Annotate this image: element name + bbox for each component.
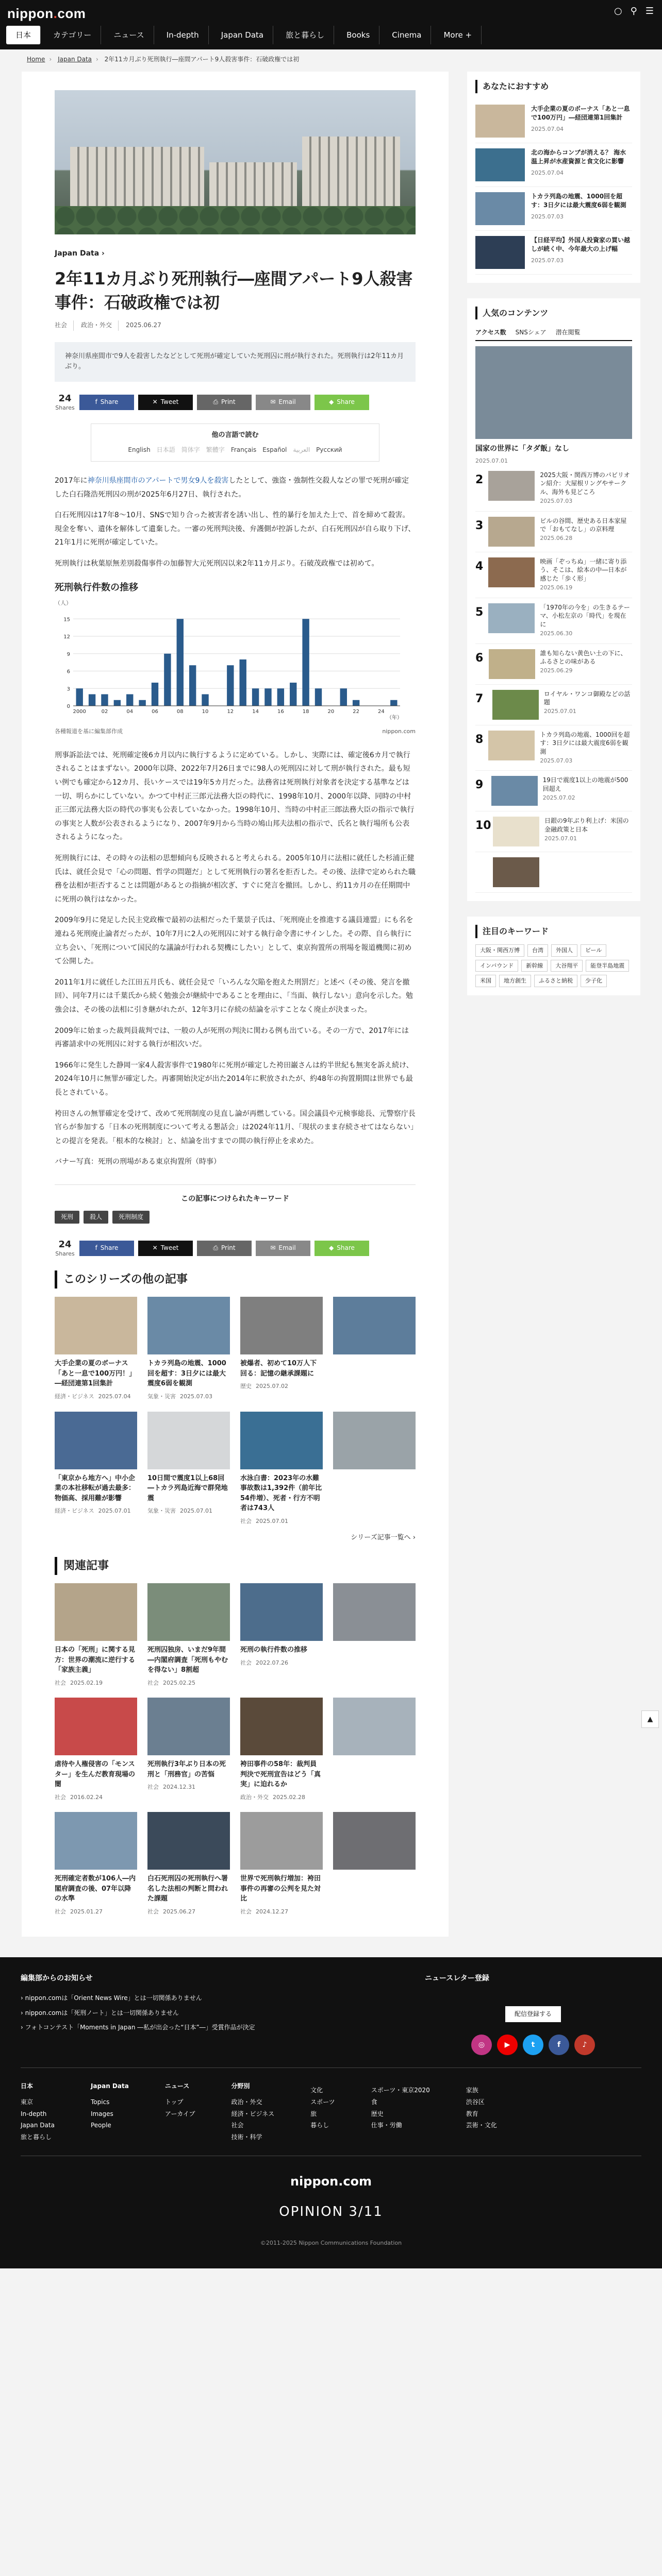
line-share-button[interactable]: ◆ Share <box>315 1241 369 1256</box>
related-card[interactable]: 袴田事件の58年：裁判員判決で死刑宣告はどう「真実」に迫れるか 政治・外交 2025.02.28 <box>240 1698 323 1802</box>
email-button[interactable]: ✉ Email <box>256 395 310 410</box>
globe-icon[interactable]: ○ <box>614 6 622 16</box>
paragraph: 白石死刑囚は17年8～10月、SNSで知り合った被害者を誘い出し、性的暴行を加えた上で、首を締めて殺害。現金を奪い、遺体を解体して遺棄した。一審の死刑判決後、弁護側が控訴したが、白石死刑囚が自ら取り下げ、21年1月に死刑が確定していた。 <box>55 511 416 547</box>
x-tick-label: 06 <box>152 708 158 715</box>
item-thumbnail <box>475 236 525 269</box>
crumb-japan-data[interactable]: Japan Data <box>58 56 92 63</box>
share-bar <box>55 393 416 411</box>
article-body <box>55 474 416 1169</box>
x-tick-label: 10 <box>202 708 209 715</box>
footer-col <box>310 2080 335 2143</box>
footer-link[interactable]: In-depth <box>21 2110 47 2117</box>
bar-chart <box>55 608 416 721</box>
card-thumbnail <box>55 1297 137 1354</box>
bar <box>202 694 208 706</box>
bar <box>252 688 259 706</box>
series-card[interactable]: 「東京から地方へ」中小企業の本社移転が過去最多：物価高、採用難が影響 経済・ビジネス 2025.07.01 <box>55 1412 137 1526</box>
notice-title: 編集部からのお知らせ <box>21 1974 93 1983</box>
footer-link[interactable]: スポーツ・東京2020 <box>371 2086 430 2094</box>
chart-title: 死刑執行件数の推移 <box>55 582 138 594</box>
related-card[interactable]: 死刑執行3年ぶり日本の死刑と「刑務官」の苦悩 社会 2024.12.31 <box>147 1698 230 1802</box>
recommend-item[interactable]: 大手企業の夏のボーナス「あと一息で100万円」―経団連第1回集計 2025.07.04 <box>475 99 632 143</box>
publish-date: 2025.06.27 <box>126 321 161 329</box>
opinion-banner[interactable]: OPINION 3/11 <box>279 2204 383 2220</box>
y-tick-label: 3 <box>67 686 70 692</box>
card-thumbnail <box>333 1812 416 1870</box>
bar <box>101 694 108 706</box>
paragraph: 2009年9月に発足した民主党政権で最初の法相だった千葉景子氏は、「死刑廃止を推進する議員連盟」にも名を連ねる死刑廃止論者だったが、10年7月に2人の死刑囚に対する執行命令書にサインした。その際、自ら執行に立ち会い、「死刑について国民的な議論が行われる契機にしたい」として、東京拘置所の刑場を報道機関に初めて公開した。 <box>55 916 413 966</box>
share-count: 24 Shares <box>55 1239 75 1258</box>
language-switcher <box>91 423 379 462</box>
card-thumbnail <box>240 1698 323 1755</box>
main-nav <box>0 25 662 45</box>
facebook-icon: f <box>95 1244 97 1252</box>
card-thumbnail <box>55 1698 137 1755</box>
item-thumbnail <box>489 649 535 679</box>
x-icon: ✕ <box>152 1244 158 1252</box>
recommend-item[interactable]: 【日経平均】外国人投資家の買い越しが続く中、今年最大の上げ幅 2025.07.03 <box>475 231 632 275</box>
x-tick-label: 2000 <box>73 708 86 715</box>
y-tick-label: 0 <box>67 703 70 709</box>
x-tick-label: 18 <box>302 708 309 715</box>
footer-col <box>371 2080 430 2143</box>
nav-cinema[interactable]: Cinema <box>383 26 431 44</box>
newsletter-title: ニュースレター登録 <box>425 1974 489 1983</box>
site-footer <box>0 1957 662 2268</box>
bar <box>152 683 158 706</box>
popular-rank-item[interactable] <box>475 852 632 893</box>
tab-sns[interactable]: SNSシェア <box>515 329 547 336</box>
bar <box>302 619 309 706</box>
item-thumbnail <box>492 690 539 720</box>
item-thumbnail <box>488 517 535 547</box>
x-tick-label: 08 <box>176 708 184 715</box>
keyword-tag[interactable]: 外国人 <box>551 944 577 957</box>
hero-image <box>55 90 416 234</box>
copyright: ©2011-2025 Nippon Communications Foundation <box>260 2239 402 2246</box>
card-thumbnail <box>240 1583 323 1641</box>
email-button[interactable]: ✉ Email <box>256 1241 310 1256</box>
x-tick-label: 02 <box>101 708 108 715</box>
bar <box>76 688 82 706</box>
x-icon: ✕ <box>152 398 158 405</box>
series-section-title: このシリーズの他の記事 <box>55 1270 416 1289</box>
chart-y-unit: （人） <box>55 600 72 607</box>
card-thumbnail <box>55 1412 137 1469</box>
music-icon[interactable]: ♪ <box>574 2035 595 2055</box>
footer-link[interactable]: 食 <box>371 2098 377 2106</box>
popular-rank-item[interactable]: 9 19日で震度1以上の地震が500回超え 2025.07.02 <box>475 771 632 811</box>
item-thumbnail <box>491 776 538 806</box>
y-tick-label: 15 <box>63 617 70 623</box>
print-button[interactable]: ⎙ Print <box>197 395 252 410</box>
keywords-title: この記事につけられたキーワード <box>181 1194 289 1203</box>
popular-rank-item[interactable]: 7 ロイヤル・ワンコ御殿などの話題 2025.07.01 <box>475 685 632 725</box>
language-title: 他の言語で読む <box>211 431 259 439</box>
footer-link[interactable]: 旅と暮らし <box>21 2133 52 2141</box>
bar <box>277 688 284 706</box>
x-tick-label: 16 <box>277 708 284 715</box>
bar <box>139 700 145 706</box>
footer-link[interactable]: アーカイブ <box>164 2110 195 2117</box>
footer-col: 分野別 政治・外交 経済・ビジネス 社会 技術・科学 <box>231 2080 275 2143</box>
menu-icon[interactable]: ☰ <box>645 6 654 16</box>
bar <box>164 654 171 706</box>
popular-title: 人気のコンテンツ <box>475 307 632 320</box>
footer-link[interactable]: トップ <box>164 2098 184 2106</box>
footer-link[interactable]: 東京 <box>21 2098 34 2106</box>
instagram-icon[interactable]: ◎ <box>471 2035 492 2055</box>
keyword-tag[interactable]: 大阪・関西万博 <box>475 944 524 957</box>
card-thumbnail <box>55 1583 137 1641</box>
related-grid <box>55 1583 416 1916</box>
recommend-item[interactable]: トカラ列島の地震、1000回を超す：3日夕には最大震度6弱を観測 2025.07.03 <box>475 187 632 231</box>
recommend-box <box>467 72 640 283</box>
item-thumbnail <box>493 817 539 846</box>
article-title: 2年11カ月ぶり死刑執行―座間アパート9人殺害事件：石破政権では初 <box>55 268 413 312</box>
footer-link[interactable]: Topics <box>90 2098 110 2106</box>
popular-rank-item[interactable]: 2 2025大阪・関西万博のパビリオン紹介：大屋根リングやサークル、海外も見どころ 2025.07.03 <box>475 466 632 512</box>
bar <box>89 694 95 706</box>
keyword-tag[interactable]: 殺人 <box>84 1211 108 1224</box>
sidebar <box>467 72 640 1011</box>
series-card[interactable] <box>333 1412 416 1526</box>
popular-rank-item[interactable]: 8 トカラ列島の地震、1000回を超す：3日夕には最大震度6弱を観測 2025.07.03 <box>475 725 632 771</box>
bar <box>227 665 234 706</box>
x-tweet-button[interactable]: ✕ Tweet <box>138 1241 193 1256</box>
keywords-side-title: 注目のキーワード <box>475 925 632 938</box>
category-tag[interactable]: 社会 <box>55 320 74 330</box>
notice-item[interactable]: › nippon.comは「死刑ノート」とは一切関係ありません <box>21 2009 179 2016</box>
card-thumbnail <box>55 1812 137 1870</box>
series-card[interactable]: トカラ列島の地震、1000回を超す：3日夕には最大震度6弱を観測 気象・災害 2025.07.03 <box>147 1297 230 1401</box>
bar <box>390 700 397 706</box>
keyword-tag[interactable]: 少子化 <box>581 975 607 987</box>
bar <box>315 688 322 706</box>
card-thumbnail <box>240 1297 323 1354</box>
article-main <box>22 72 449 1937</box>
footer-link[interactable]: 文化 <box>310 2086 323 2094</box>
photo-credit: バナー写真：死刑の刑場がある東京拘置所（時事） <box>55 1158 221 1166</box>
site-logo[interactable]: nippon.com <box>7 6 86 21</box>
related-card[interactable] <box>333 1812 416 1916</box>
site-header <box>0 0 662 49</box>
related-card[interactable]: 日本の「死刑」に関する見方：世界の潮流に逆行する「家族主義」 社会 2025.02.19 <box>55 1583 137 1687</box>
footer-link[interactable]: 家族 <box>466 2086 478 2094</box>
social-links <box>425 2035 641 2055</box>
share-count: 24 Shares <box>55 393 75 411</box>
x-tick-label: 20 <box>327 708 335 715</box>
lang-japanese[interactable]: 日本語 <box>156 446 175 453</box>
keyword-tag[interactable]: インバウンド <box>475 960 518 972</box>
item-thumbnail <box>488 731 535 760</box>
footer-link[interactable]: Images <box>90 2110 113 2117</box>
facebook-share-button[interactable]: f Share <box>79 395 134 410</box>
card-thumbnail <box>333 1412 416 1469</box>
recommend-title: あなたにおすすめ <box>475 80 632 93</box>
bar <box>264 688 271 706</box>
lang-french[interactable]: Français <box>230 446 257 453</box>
footer-col: Japan Data Topics Images People <box>91 2080 129 2143</box>
category-tag[interactable]: 政治・外交 <box>81 320 119 330</box>
card-thumbnail <box>240 1412 323 1469</box>
popular-top-item[interactable]: 国家の世界に「タダ飯」なし 2025.07.01 <box>475 346 632 466</box>
footer-link[interactable]: Japan Data <box>21 2122 55 2129</box>
search-icon[interactable]: ⚲ <box>630 6 637 16</box>
popular-rank-item[interactable]: 10 日銀の9年ぶり利上げ：米国の金融政策と日本 2025.07.01 <box>475 811 632 852</box>
related-section-title: 関連記事 <box>55 1557 416 1575</box>
tab-potential[interactable]: 潜在閲覧 <box>555 329 581 336</box>
breadcrumb: Home › Japan Data › 2年11カ月ぶり死刑執行―座間アパート9人殺害事件：石破政権では初 <box>27 56 300 63</box>
bar <box>353 700 359 706</box>
recommend-item[interactable]: 北の海からコンブが消える？ 海水温上昇が水産資源と食文化に影響 2025.07.04 <box>475 143 632 187</box>
x-axis-unit: （年） <box>387 715 402 721</box>
line-share-button[interactable]: ◆ Share <box>315 395 369 410</box>
card-thumbnail <box>147 1583 230 1641</box>
bar <box>340 688 347 706</box>
article-meta <box>55 320 416 330</box>
related-card[interactable]: 死刑確定者数が106人―内閣府調査の後、07年以降の水準 社会 2025.01.27 <box>55 1812 137 1916</box>
twitter-icon[interactable]: t <box>523 2035 543 2055</box>
footer-link[interactable]: 歴史 <box>371 2110 384 2117</box>
bar <box>239 659 246 706</box>
crumb-home[interactable]: Home <box>27 56 45 63</box>
footer-link[interactable]: People <box>90 2122 111 2129</box>
paragraph: 2017年に神奈川県座間市のアパートで男女9人を殺害したとして、強盗・強制性交殺人などの罪で死刑が確定した白石隆浩死刑囚の刑が2025年6月27日、執行された。 <box>55 476 409 499</box>
item-thumbnail <box>488 603 535 633</box>
newsletter-button[interactable]: 配信登録する <box>505 2006 561 2022</box>
keyword-tag[interactable]: ふるさと納税 <box>534 975 577 987</box>
keyword-tag[interactable]: 大谷翔平 <box>551 960 583 972</box>
crumb-current: 2年11カ月ぶり死刑執行―座間アパート9人殺害事件：石破政権では初 <box>104 56 300 63</box>
keywords-section <box>55 1184 416 1224</box>
footer-link[interactable]: 旅 <box>310 2110 317 2117</box>
print-icon: ⎙ <box>213 398 218 405</box>
header-icons <box>614 4 654 19</box>
card-thumbnail <box>147 1412 230 1469</box>
nav-in-depth[interactable]: In-depth <box>157 26 209 44</box>
notice-item[interactable]: › nippon.comは「Orient News Wire」とは一切関係ありません <box>21 1994 202 2002</box>
series-card[interactable]: 水泳白書：2023年の水難事故数は1,392件（前年比54件増）、死者・行方不明者は743人 社会 2025.07.01 <box>240 1412 323 1526</box>
series-card[interactable]: 10日間で震度1以上68回―トカラ列島近海で群発地震 気象・災害 2025.07.01 <box>147 1412 230 1526</box>
y-tick-label: 6 <box>67 669 70 675</box>
bar <box>114 700 121 706</box>
x-tick-label: 22 <box>353 708 360 715</box>
related-card[interactable]: 世界で死刑執行増加：袴田事件の再審の公判を見た対比 社会 2024.12.27 <box>240 1812 323 1916</box>
keyword-tag[interactable]: 能登半島地震 <box>586 960 629 972</box>
keyword-tag[interactable]: 死刑 <box>55 1211 79 1224</box>
paragraph: 死刑執行は秋葉原無差別殺傷事件の加藤智大元死刑囚以来2年11カ月ぶり。石破茂政権では初めて。 <box>55 559 379 568</box>
facebook-icon[interactable]: f <box>549 2035 569 2055</box>
nav-more[interactable]: More + <box>434 26 482 44</box>
item-thumbnail <box>488 557 535 587</box>
popular-rank-item[interactable]: 5 「1970年の今を」の生きるテーマ、小松左京の「時代」を現在に 2025.06.30 <box>475 598 632 644</box>
item-thumbnail <box>488 471 535 501</box>
facebook-share-button[interactable]: f Share <box>79 1241 134 1256</box>
item-thumbnail <box>475 105 525 138</box>
footer-link[interactable]: 暮らし <box>310 2122 329 2129</box>
keywords-box <box>467 917 640 995</box>
keyword-tag[interactable]: ビール <box>581 944 606 957</box>
footer-columns <box>21 2068 641 2156</box>
keyword-tag[interactable]: 新幹線 <box>521 960 548 972</box>
footer-logo[interactable]: nippon.com <box>290 2174 372 2189</box>
paragraph: 死刑執行には、その時々の法相の思想傾向も反映されると考えられる。2005年10月に法相に就任した杉浦正健氏は、就任会見で「心の問題、哲学の問題だ」として死刑執行の署名を拒否した。その後、法律で定められた職務を法相が拒否することは問題があるとの指摘が相次ぎ、すぐに発言を撤回。しかし、約11カ月の在任期間中に死刑の執行はなかった。 <box>55 854 416 904</box>
lang-chinese-simplified[interactable]: 简体字 <box>181 446 200 453</box>
bar <box>177 619 184 706</box>
related-card[interactable]: 虐待や人権侵害の「モンスター」を生んだ教育現場の闇 社会 2016.02.24 <box>55 1698 137 1802</box>
paragraph: 袴田さんの無罪確定を受けて、改めて死刑制度の見直し論が再燃している。国会議員や元検事総長、元警察庁長官らが参加する「日本の死刑制度について考える懇話会」は2024年11月、「現状のまま存続させてはならない」との提言を発表。「根本的な検討」と、結論を出すまでの間の執行停止を求めた。 <box>55 1109 416 1145</box>
footer-link[interactable]: 芸術・文化 <box>466 2122 497 2129</box>
lang-chinese-traditional[interactable]: 繁體字 <box>206 446 225 453</box>
nav-japan-data[interactable]: Japan Data <box>212 26 273 44</box>
keyword-tag[interactable]: 台湾 <box>527 944 548 957</box>
arrow-up-icon: ▲ <box>647 1715 653 1723</box>
print-icon: ⎙ <box>213 1244 218 1252</box>
x-tick-label: 14 <box>252 708 259 715</box>
y-tick-label: 12 <box>63 634 70 640</box>
footer-link[interactable]: スポーツ <box>310 2098 335 2106</box>
series-card[interactable]: 大手企業の夏のボーナス「あと一息で100万円！」―経団連第1回集計 経済・ビジネス 2025.07.04 <box>55 1297 137 1401</box>
popular-rank-item[interactable]: 4 映画「ぞっちぬ」一緒に寄り添う、そこは、絵本の中―日本が感じた「歩く形」 2025.06.19 <box>475 552 632 598</box>
email-icon: ✉ <box>270 1244 276 1252</box>
related-card[interactable]: 死刑の執行件数の推移 社会 2022.07.26 <box>240 1583 323 1687</box>
card-thumbnail <box>240 1812 323 1870</box>
item-thumbnail <box>493 857 539 887</box>
print-button[interactable]: ⎙ Print <box>197 1241 252 1256</box>
card-thumbnail <box>147 1698 230 1755</box>
inline-link[interactable]: 神奈川県座間市のアパートで男女9人を殺害 <box>87 476 229 485</box>
keyword-tag[interactable]: 地方創生 <box>499 975 531 987</box>
nav-home[interactable]: 日本 <box>6 26 41 44</box>
paragraph: 1966年に発生した静岡一家4人殺害事件で1980年に死刑が確定した袴田巌さんは約半世紀も無実を訴え続け、2024年10月に無罪が確定した。再審開始決定が出た2014年に釈放されたが、約48年の拘置期間は世界でも最長とされている。 <box>55 1061 413 1097</box>
keyword-tag[interactable]: 死刑制度 <box>112 1211 150 1224</box>
card-thumbnail <box>147 1812 230 1870</box>
back-to-top-button[interactable] <box>641 1710 659 1728</box>
popular-rank-item[interactable]: 3 ビルの谷間、歴史ある日本家屋で「おもてなし」の京料理 2025.06.28 <box>475 512 632 552</box>
x-tick-label: 12 <box>227 708 234 715</box>
youtube-icon[interactable]: ▶ <box>497 2035 518 2055</box>
related-card[interactable] <box>333 1583 416 1687</box>
chart-source: nippon.com <box>382 728 416 735</box>
bar <box>126 694 133 706</box>
footer-link[interactable]: 社会 <box>231 2122 244 2129</box>
popular-rank-item[interactable]: 6 誰も知らない黄色い土の下に、ふるさとの味がある 2025.06.29 <box>475 644 632 685</box>
y-tick-label: 9 <box>67 651 70 657</box>
series-grid <box>55 1297 416 1526</box>
nav-travel-life[interactable]: 旅と暮らし <box>276 26 334 44</box>
execution-chart <box>55 581 416 736</box>
footer-link[interactable]: 技術・科学 <box>231 2133 262 2141</box>
series-more-link[interactable]: シリーズ記事一覧へ › <box>351 1534 416 1542</box>
related-card[interactable] <box>333 1698 416 1802</box>
footer-link[interactable]: 仕事・労働 <box>371 2122 402 2129</box>
keyword-tag[interactable]: 米国 <box>475 975 496 987</box>
share-icon: ◆ <box>329 1244 334 1252</box>
card-thumbnail <box>147 1297 230 1354</box>
card-thumbnail <box>333 1698 416 1755</box>
item-thumbnail <box>475 148 525 181</box>
paragraph: 2011年1月に就任した江田五月氏も、就任会見で「いろんな欠陥を抱えた刑罰だ」と述べ（その後、発言を撤回）、同年7月には千葉氏から続く勉強会が継続中であることを理由に、「当面、執行しない」意向を示した。勉強会は、その後の法相に引き継がれたが、12年3月に存続の結論を示すことなく廃止が決まった。 <box>55 978 413 1014</box>
footer-col <box>466 2080 497 2143</box>
item-thumbnail <box>475 192 525 225</box>
nav-books[interactable]: Books <box>337 26 379 44</box>
lang-english[interactable]: English <box>128 446 151 453</box>
footer-link[interactable]: 政治・外交 <box>231 2098 262 2106</box>
card-thumbnail <box>333 1583 416 1641</box>
lang-spanish[interactable]: Español <box>262 446 287 453</box>
nav-category[interactable]: カテゴリー <box>44 26 101 44</box>
footer-link[interactable]: 渋谷区 <box>466 2098 485 2106</box>
article-kicker[interactable]: Japan Data › <box>55 249 105 258</box>
x-tick-label: 04 <box>126 708 134 715</box>
x-tweet-button[interactable]: ✕ Tweet <box>138 395 193 410</box>
bar <box>189 665 196 706</box>
footer-link[interactable]: 教育 <box>466 2110 478 2117</box>
paragraph: 刑事訴訟法では、死刑確定後6カ月以内に執行するように定めている。しかし、実際には、確定後6カ月で執行されることはまずない。2000年以降、2022年7月26日までに98人の死刑囚に対して刑が執行された。最も短い例でも確定から12カ月、長いケースでは19年5カ月だった。法務省は死刑執行対象者を決定する基準などは一切、明らかにしていない。かつて中村正三郎元法務大臣の時代に、1998年10月、2000年以降、同時の中村正三郎元法務大臣の時代の事実も公表していなかった。1998年10月、当時の中村正三郎法務大臣の指示で執行の事実と人数が公表されるようになり、2007年9月から当時の鳩山邦夫法相の指示で、氏名と執行場所も公表されるようになった。 <box>55 751 415 842</box>
share-bar-bottom <box>55 1239 416 1257</box>
share-icon: ◆ <box>329 398 334 405</box>
item-thumbnail <box>475 346 632 439</box>
paragraph: 2009年に始まった裁判員裁判では、一般の人が死刑の判決に関わる例も出ている。その一方で、2017年には再審請求中の死刑囚に対する執行が相次いだ。 <box>55 1026 409 1049</box>
lang-russian[interactable]: Русский <box>316 446 342 453</box>
x-tick-label: 24 <box>378 708 385 715</box>
card-thumbnail <box>333 1297 416 1354</box>
nav-news[interactable]: ニュース <box>104 26 154 44</box>
article-lead: 神奈川県座間市で9人を殺害したなどとして死刑が確定していた死刑囚に刑が執行された。死刑執行は2年11カ月ぶり。 <box>55 342 416 382</box>
bar <box>290 683 296 706</box>
footer-link[interactable]: 経済・ビジネス <box>231 2110 275 2117</box>
lang-arabic[interactable]: العربية <box>293 446 310 453</box>
footer-col: 日本 東京 In-depth Japan Data 旅と暮らし <box>21 2080 55 2143</box>
popular-box <box>467 298 640 902</box>
notice-item[interactable]: › フォトコンテスト「Moments in Japan ―私が出会った“日本”―」受賞作品が決定 <box>21 2024 255 2031</box>
chart-note: 各種報道を基に編集部作成 <box>55 728 123 735</box>
facebook-icon: f <box>95 398 97 405</box>
series-card[interactable]: 被爆者、初めて10万人下回る：記憶の継承課題に 歴史 2025.07.02 <box>240 1297 323 1401</box>
tab-access[interactable]: アクセス数 <box>475 329 506 336</box>
footer-col: ニュース トップ アーカイブ <box>165 2080 195 2143</box>
related-card[interactable]: 死刑囚独房、いまだ9年間―内閣府調査「死刑もやむを得ない」8割超 社会 2025.02.25 <box>147 1583 230 1687</box>
related-card[interactable]: 白石死刑囚の死刑執行へ署名した法相の判断と問われた課題 社会 2025.06.27 <box>147 1812 230 1916</box>
series-card[interactable] <box>333 1297 416 1401</box>
email-icon: ✉ <box>270 398 276 405</box>
